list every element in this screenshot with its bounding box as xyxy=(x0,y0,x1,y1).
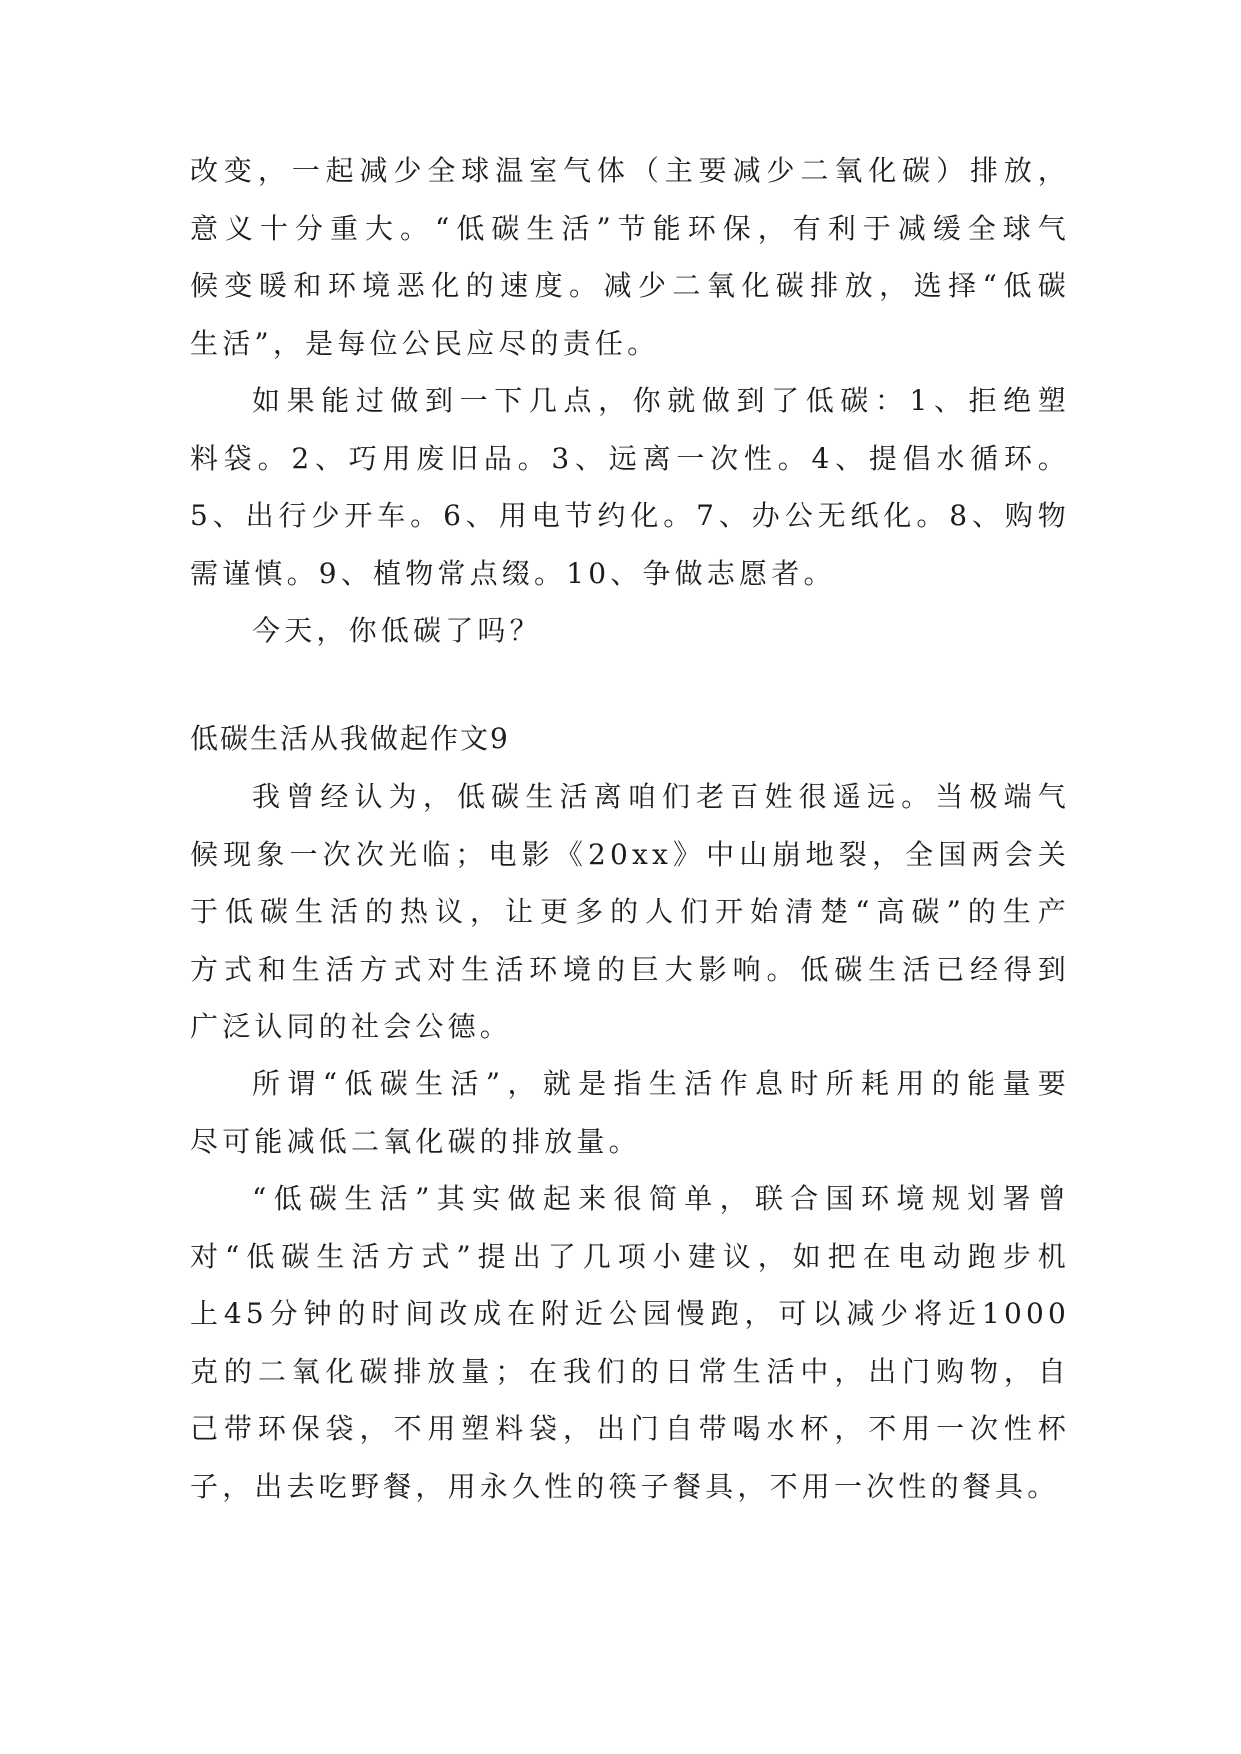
paragraph-line: 于低碳生活的热议，让更多的人们开始清楚“高碳”的生产 xyxy=(190,895,1070,928)
paragraph-line: 改变，一起减少全球温室气体（主要减少二氧化碳）排放， xyxy=(190,154,1070,187)
paragraph-definition xyxy=(190,1055,1070,1170)
paragraph-line: 己带环保袋，不用塑料袋，出门自带喝水杯，不用一次性杯 xyxy=(190,1412,1070,1445)
paragraph-line: 意义十分重大。“低碳生活”节能环保，有利于减缓全球气 xyxy=(190,211,1070,245)
paragraph-line: 今天，你低碳了吗？ xyxy=(252,614,542,647)
paragraph-suggestions xyxy=(190,1170,1070,1515)
paragraph-line: “低碳生活”其实做起来很简单，联合国环境规划署曾 xyxy=(252,1182,1070,1215)
paragraph-line: 需谨慎。9、植物常点缀。10、争做志愿者。 xyxy=(190,556,836,590)
essay-heading xyxy=(190,710,1070,768)
paragraph-line: 子，出去吃野餐，用永久性的筷子餐具，不用一次性的餐具。 xyxy=(190,1469,1060,1503)
paragraph-intro-continuation xyxy=(190,142,1070,372)
essay-title: 低碳生活从我做起作文9 xyxy=(190,722,510,755)
paragraph-tips xyxy=(190,372,1070,602)
paragraph-line: 料袋。2、巧用废旧品。3、远离一次性。4、提倡水循环。 xyxy=(190,441,1070,475)
paragraph-line: 候变暖和环境恶化的速度。减少二氧化碳排放，选择“低碳 xyxy=(190,269,1070,302)
paragraph-line: 如果能过做到一下几点，你就做到了低碳：1、拒绝塑 xyxy=(252,384,1070,417)
paragraph-opening xyxy=(190,768,1070,1056)
paragraph-line: 所谓“低碳生活”，就是指生活作息时所耗用的能量要 xyxy=(252,1067,1070,1100)
paragraph-question xyxy=(190,602,1070,660)
paragraph-line: 克的二氧化碳排放量；在我们的日常生活中，出门购物，自 xyxy=(190,1354,1070,1388)
paragraph-line: 我曾经认为，低碳生活离咱们老百姓很遥远。当极端气 xyxy=(252,780,1070,813)
paragraph-line: 生活”，是每位公民应尽的责任。 xyxy=(190,326,660,360)
paragraph-line: 上45分钟的时间改成在附近公园慢跑，可以减少将近1000 xyxy=(190,1297,1070,1330)
paragraph-line: 对“低碳生活方式”提出了几项小建议，如把在电动跑步机 xyxy=(190,1239,1070,1273)
paragraph-line: 方式和生活方式对生活环境的巨大影响。低碳生活已经得到 xyxy=(190,952,1070,986)
paragraph-line: 尽可能减低二氧化碳的排放量。 xyxy=(190,1124,641,1158)
paragraph-line: 5、出行少开车。6、用电节约化。7、办公无纸化。8、购物 xyxy=(190,499,1070,532)
paragraph-line: 广泛认同的社会公德。 xyxy=(190,1010,513,1043)
paragraph-line: 候现象一次次光临；电影《20xx》中山崩地裂，全国两会关 xyxy=(190,837,1070,871)
